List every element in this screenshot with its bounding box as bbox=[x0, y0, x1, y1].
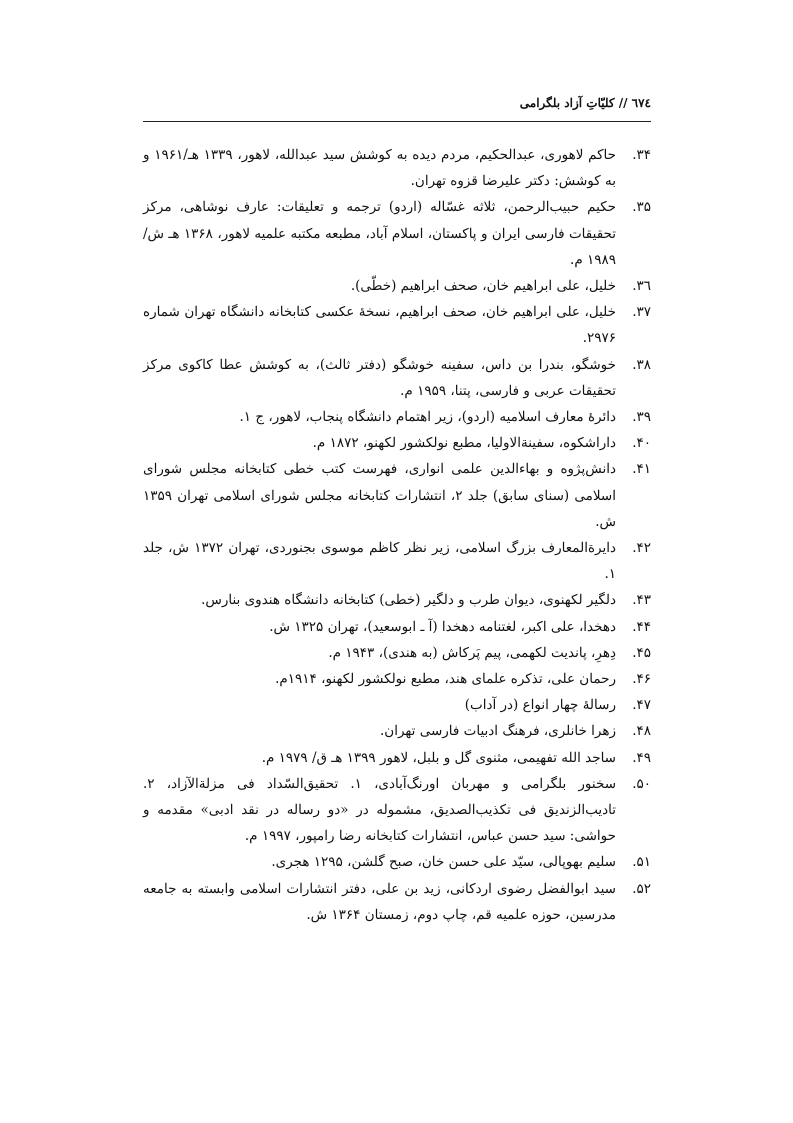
entry-number: ۴۳. bbox=[632, 592, 651, 609]
entry-text: حاکم لاهوری، عبدالحکیم، مردم دیده به کوشش سید عبدالله، لاهور، ۱۳۳۹ هـ/۱۹۶۱ و به کوشش: دکتر علیرضا قزوه تهران. bbox=[143, 147, 617, 190]
page-title: ٦٧٤ // کلیّاتِ آزاد بلگرامی bbox=[519, 96, 651, 110]
bibliography-entry bbox=[143, 614, 651, 640]
bibliography-entry bbox=[143, 640, 651, 666]
entry-text: دائرهٔ معارف اسلامیه (اردو)، زیر اهتمام دانشگاه پنجاب، لاهور، ج ۱. bbox=[239, 409, 616, 426]
entry-text: زهرا خانلری، فرهنگ ادبیات فارسی تهران. bbox=[380, 723, 616, 740]
header-divider bbox=[143, 121, 651, 122]
entry-number: ۳۴. bbox=[632, 147, 651, 163]
bibliography-list bbox=[143, 142, 651, 928]
entry-text: دلگیر لکهنوی، دیوان طرب و دلگیر (خطی) کتابخانه دانشگاه هندوی بنارس. bbox=[201, 592, 616, 609]
entry-number: ۴۸. bbox=[632, 723, 651, 740]
bibliography-entry bbox=[143, 771, 651, 850]
bibliography-entry bbox=[143, 692, 651, 718]
bibliography-entry bbox=[143, 718, 651, 744]
bibliography-entry bbox=[143, 745, 651, 771]
bibliography-entry bbox=[143, 535, 651, 587]
entry-number: ۳۸. bbox=[632, 356, 651, 373]
bibliography-entry bbox=[143, 273, 651, 299]
bibliography-entry bbox=[143, 587, 651, 613]
entry-number: ۴۰. bbox=[632, 435, 651, 452]
entry-number: ۴۹. bbox=[632, 749, 651, 766]
bibliography-entry bbox=[143, 849, 651, 875]
entry-number: ۴۷. bbox=[632, 697, 651, 714]
entry-text: ساجد الله تفهیمی، مثنوی گل و بلبل، لاهور ۱۳۹۹ هـ ق/ ۱۹۷۹ م. bbox=[261, 749, 616, 766]
entry-number: ۳۹. bbox=[632, 409, 651, 426]
entry-number: ۵۲. bbox=[632, 880, 651, 897]
bibliography-entry bbox=[143, 876, 651, 928]
entry-number: ۴۴. bbox=[632, 618, 651, 635]
bibliography-entry bbox=[143, 194, 651, 273]
bibliography-entry bbox=[143, 456, 651, 535]
page-header bbox=[143, 92, 651, 122]
entry-text: دانش‌پژوه و بهاءالدین علمی انواری، فهرست کتب خطی کتابخانه مجلس شورای اسلامی (سنای سابق) جلد ۲، انتشارات کتابخانه مجلس شورای اسلامی تهران ۱۳۵۹ ش. bbox=[143, 461, 616, 530]
entry-number: ۴۱. bbox=[632, 461, 651, 478]
entry-number: ۳۵. bbox=[632, 199, 651, 216]
entry-number: ۵۱. bbox=[632, 854, 651, 871]
entry-number: ۴۶. bbox=[632, 671, 651, 688]
entry-text: خلیل، علی ابراهیم خان، صحف ابراهیم، نسخهٔ عکسی کتابخانه دانشگاه تهران شماره ۲۹۷۶. bbox=[143, 304, 616, 347]
entry-number: ۴۲. bbox=[632, 540, 651, 557]
entry-text: دایرةالمعارف بزرگ اسلامی، زیر نظر کاظم موسوی بجنوردی، تهران ۱۳۷۲ ش، جلد ۱. bbox=[143, 540, 617, 583]
entry-text: خوشگو، بندرا بن داس، سفینه خوشگو (دفتر ثالث)، به کوشش عطا کاکوی مرکز تحقیقات عربی و فارسی، پتنا، ۱۹۵۹ م. bbox=[143, 356, 616, 399]
bibliography-entry bbox=[143, 404, 651, 430]
entry-text: سلیم بهوپالی، سیّد علی حسن خان، صبح گلشن، ۱۲۹۵ هجری. bbox=[271, 854, 616, 871]
bibliography-entry bbox=[143, 352, 651, 404]
entry-text: دهخدا، علی اکبر، لغتنامه دهخدا (آ ـ ابوسعید)، تهران ۱۳۲۵ ش. bbox=[269, 618, 616, 635]
bibliography-entry bbox=[143, 430, 651, 456]
bibliography-entry bbox=[143, 142, 651, 194]
entry-text: داراشکوه، سفینةالاولیا، مطبع نولکشور لکهنو، ۱۸۷۲ م. bbox=[312, 435, 616, 452]
entry-text: حکیم حبیب‌الرحمن، ثلاثه غسّاله (اردو) ترجمه و تعلیقات: عارف نوشاهی، مرکز تحقیقات فارسی ایران و پاکستان، اسلام آباد، مطبعه مکتبه علمیه لاهور، ۱۳۶۸ هـ ش/ ۱۹۸۹ م. bbox=[143, 199, 617, 268]
entry-text: دِهرِ، پاندیت لکهمی، پیم پَرکاش (به هندی)، ۱۹۴۳ م. bbox=[328, 644, 616, 661]
entry-number: ۳۷. bbox=[632, 304, 651, 321]
entry-number: ۴۵. bbox=[632, 644, 651, 661]
bibliography-entry bbox=[143, 299, 651, 351]
entry-number: ۳٦. bbox=[632, 278, 651, 295]
entry-text: رحمان علی، تذکره علمای هند، مطبع نولکشور لکهنو، ۱۹۱۴م. bbox=[275, 671, 616, 688]
entry-text: رسالهٔ چهار انواع (در آداب) bbox=[464, 697, 616, 714]
entry-text: خلیل، علی ابراهیم خان، صحف ابراهیم (خطّی). bbox=[350, 278, 616, 295]
entry-text: سخنور بلگرامی و مهربان اورنگ‌آبادی، ۱. تحقیق‌السّداد فی مزلةالآزاد، ۲. تادیب‌الزندیق فی تکذیب‌الصدیق، مشموله در «دو رساله در نقد ادبی» مقدمه و حواشی: سید حسن عباس، انتشارات کتابخانه رضا رامپور، ۱۹۹۷ م. bbox=[143, 775, 616, 845]
entry-text: سید ابوالفضل رضوی اردکانی، زید بن علی، دفتر انتشارات اسلامی وابسته به جامعه مدرسین، حوزه علمیه قم، چاپ دوم، زمستان ۱۳۶۴ ش. bbox=[143, 880, 616, 923]
bibliography-entry bbox=[143, 666, 651, 692]
entry-number: ۵۰. bbox=[632, 775, 651, 792]
